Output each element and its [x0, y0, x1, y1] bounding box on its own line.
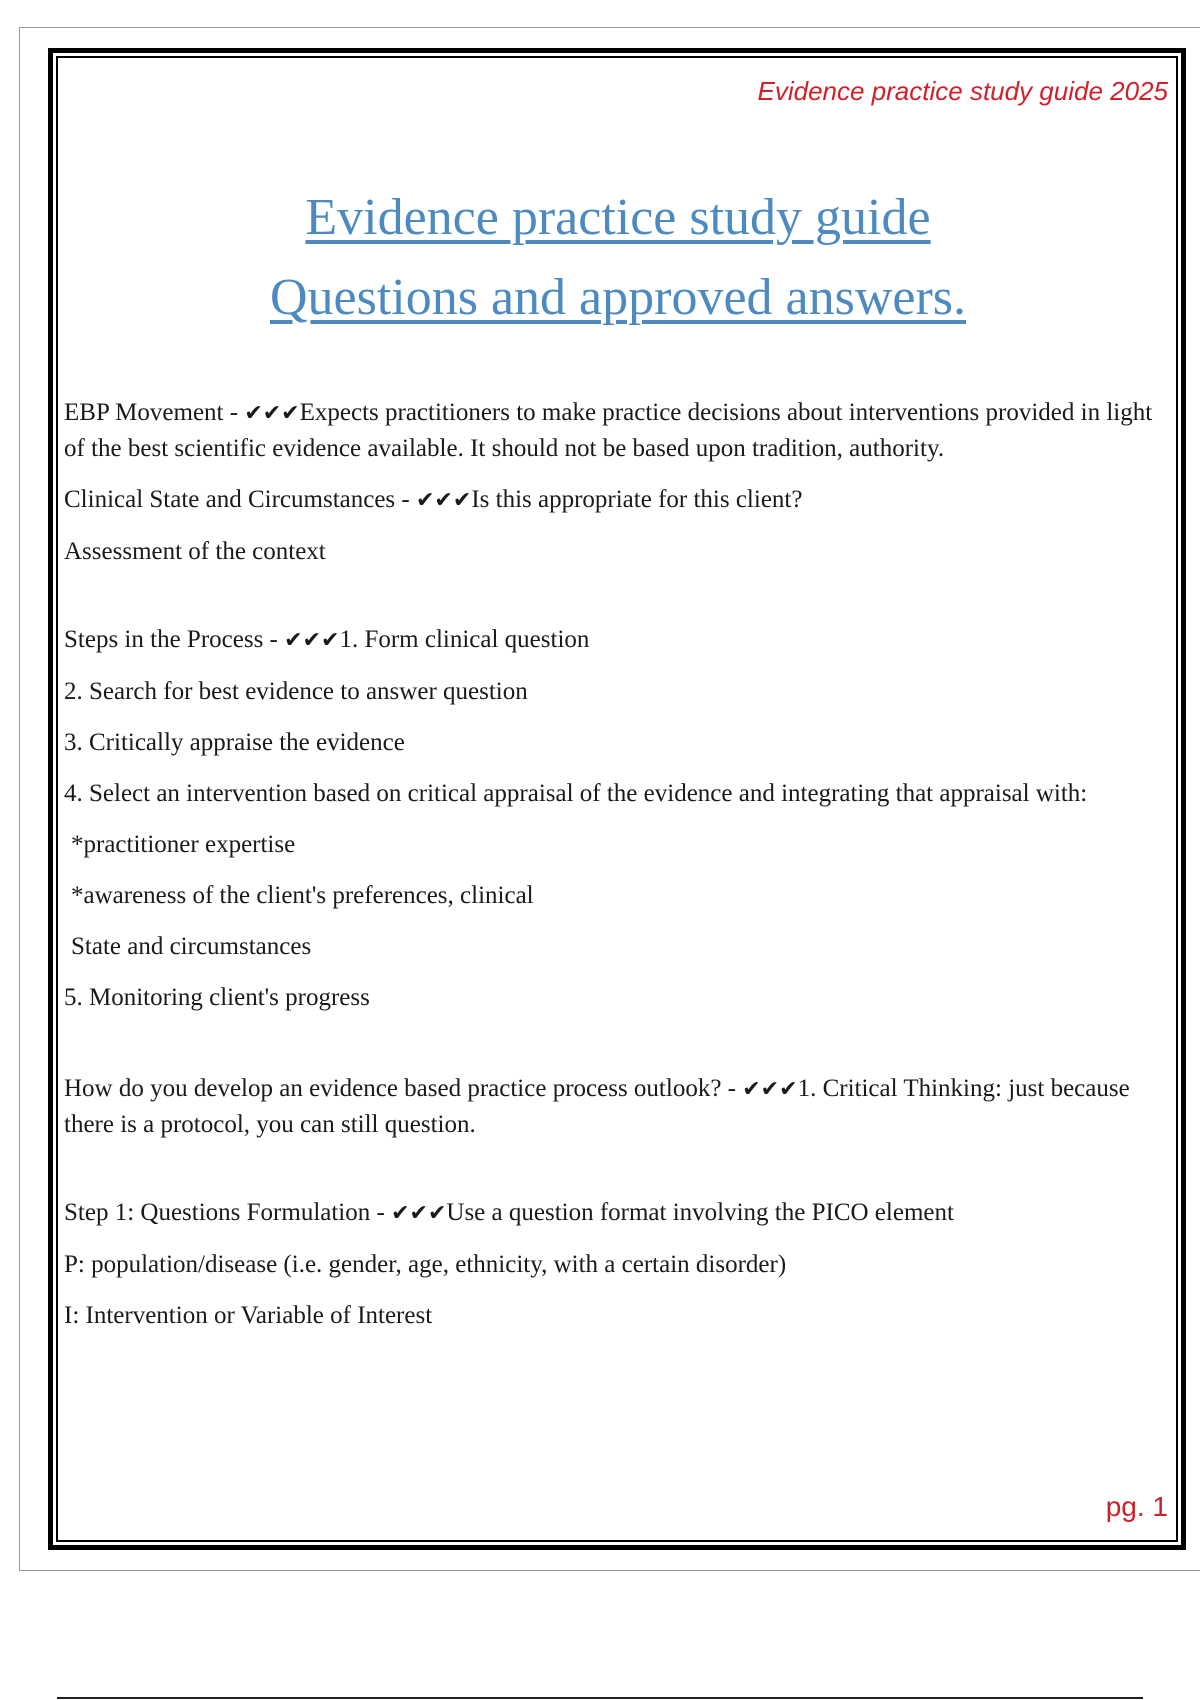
- qa-question-formulation: [64, 1195, 1170, 1231]
- document-subtitle: Questions and approved answers.: [269, 269, 967, 326]
- checkmarks-icon: ✔✔✔: [416, 488, 472, 513]
- spacer: [64, 1031, 1170, 1071]
- term: Step 1: Questions Formulation -: [64, 1199, 392, 1226]
- list-item: I: Intervention or Variable of Interest: [64, 1302, 433, 1329]
- page-number: pg. 1: [1105, 1491, 1168, 1522]
- qa-outlook: [64, 1071, 1170, 1142]
- sub-list-item: *practitioner expertise: [71, 831, 296, 858]
- sub-list-item: State and circumstances: [71, 933, 312, 960]
- list-item: 5. Monitoring client's progress: [64, 984, 370, 1011]
- checkmarks-icon: ✔✔✔: [391, 1201, 447, 1226]
- document-title: Evidence practice study guide: [305, 189, 931, 246]
- checkmarks-icon: ✔✔✔: [284, 628, 340, 653]
- list-item: 3. Critically appraise the evidence: [64, 729, 405, 756]
- qa-ebp-movement: [64, 395, 1170, 466]
- checkmarks-icon: ✔✔✔: [742, 1077, 798, 1102]
- answer: 1. Form clinical question: [339, 626, 590, 653]
- term: Clinical State and Circumstances -: [64, 486, 416, 513]
- qa-steps-in-process: [64, 622, 1170, 658]
- checkmarks-icon: ✔✔✔: [244, 401, 300, 426]
- answer: Is this appropriate for this client?: [471, 486, 803, 513]
- answer: Use a question format involving the PICO element: [446, 1199, 954, 1226]
- qa-clinical-state: [64, 482, 1170, 518]
- content-body: [64, 395, 1170, 1349]
- answer: Expects practitioners to make practice decisions about interventions provided in light of the best scientific evidence available. It should not be based upon tradition, authority.: [64, 399, 1153, 462]
- term: Steps in the Process -: [64, 626, 285, 653]
- spacer: [64, 1158, 1170, 1195]
- term: How do you develop an evidence based practice process outlook? -: [64, 1075, 743, 1102]
- term: EBP Movement -: [64, 399, 245, 426]
- text-line: Assessment of the context: [64, 538, 326, 565]
- header-note: Evidence practice study guide 2025: [757, 76, 1168, 106]
- bottom-rule: [57, 1697, 1143, 1699]
- list-item: P: population/disease (i.e. gender, age, ethnicity, with a certain disorder): [64, 1251, 787, 1278]
- answer: 1. Critical Thinking: just because there is a protocol, you can still question.: [64, 1075, 1130, 1138]
- sub-list-item: *awareness of the client's preferences, clinical: [71, 882, 534, 909]
- list-item: 4. Select an intervention based on critical appraisal of the evidence and integrating that appraisal with:: [64, 780, 1088, 807]
- list-item: 2. Search for best evidence to answer question: [64, 678, 528, 705]
- spacer: [64, 585, 1170, 622]
